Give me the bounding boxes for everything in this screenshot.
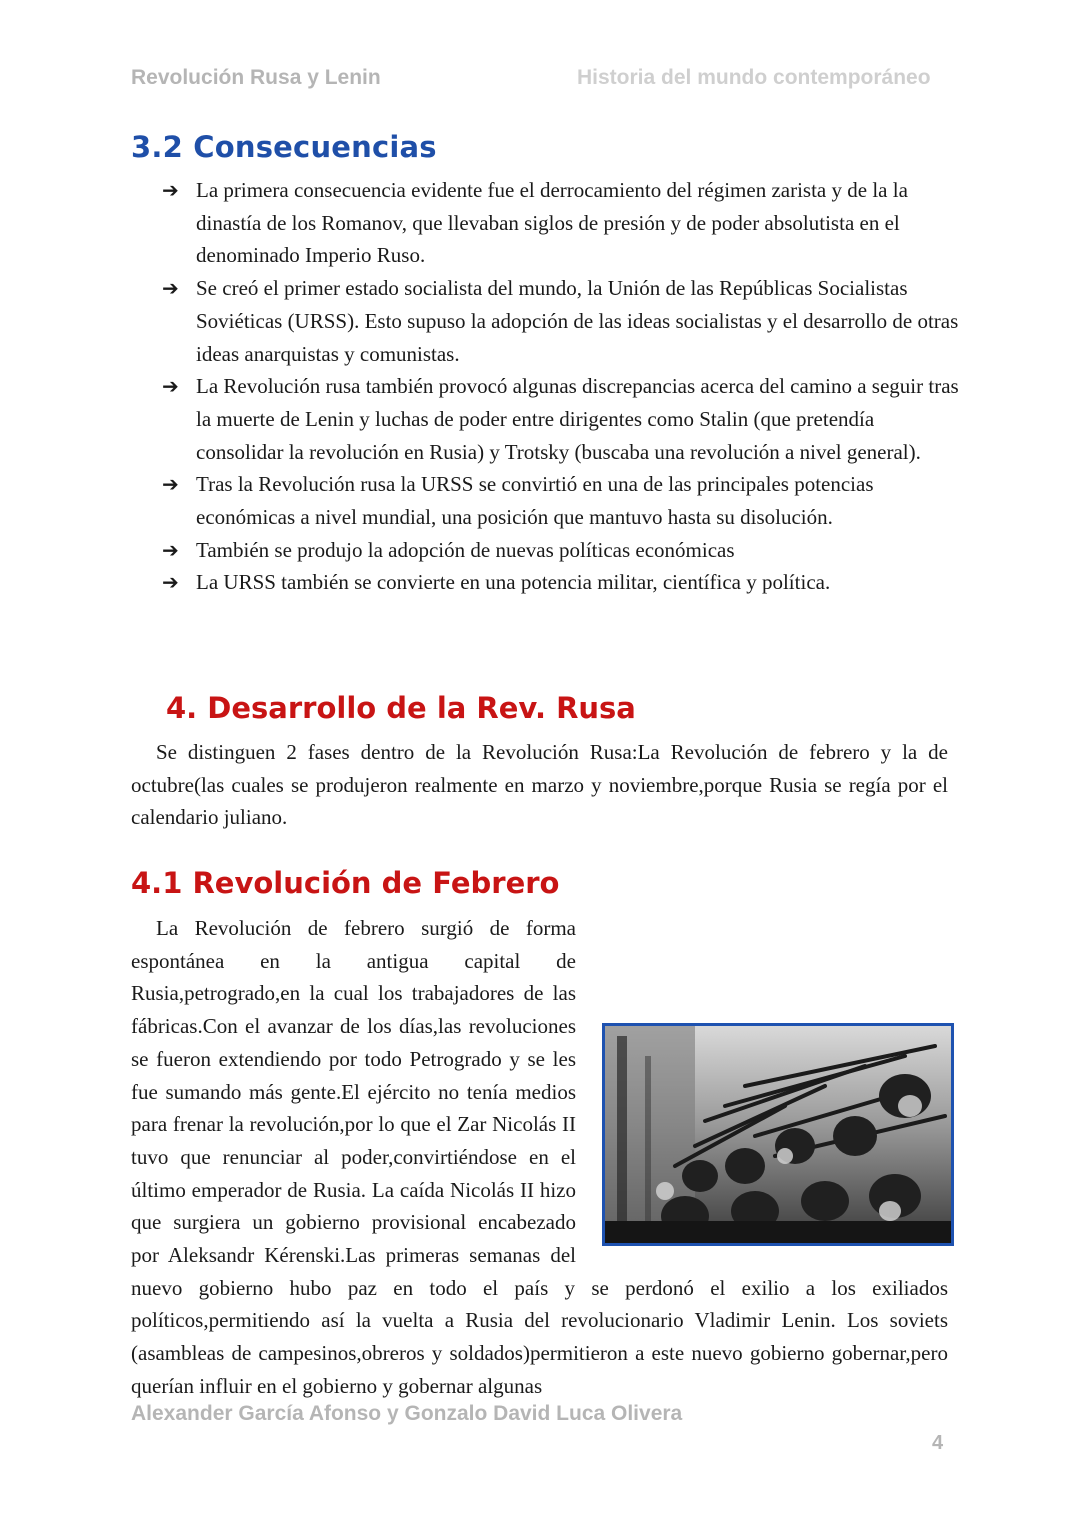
section-3-2-heading: 3.2 Consecuencias [131, 130, 437, 164]
running-header-subject: Historia del mundo contemporáneo [577, 66, 931, 89]
list-item-text: Tras la Revolución rusa la URSS se convirtió en una de las principales potencias económicas a nivel mundial, una posición que mantuvo hasta su disolución. [196, 472, 874, 530]
section-4-1-text: La Revolución de febrero surgió de forma espontánea en la antigua capital de Rusia,petrogrado,en la cual los trabajadores de las fábricas.Con el avanzar de los días,las revoluciones se fueron extendiendo por todo Petrogrado y se les fue sumando más gente.El ejército no tenía medios para frenar la revolución,por lo que el Zar Nicolás II tuvo que renunciar al poder,convirtiéndose en el último emperador de Rusia. La caída Nicolás II hizo que surgiera un gobierno provisional encabezado por Aleksandr Kérenski.Las primeras semanas del nuevo gobierno hubo paz en todo el país y se perdonó el exilio a los exiliados políticos,permitiendo así la vuelta a Rusia del revolucionario Vladimir Lenin. Los soviets (asambleas de campesinos,obreros y soldados)permitieron a este nuevo gobierno gobernar,pero querían influir en el gobierno y gobernar algunas [131, 916, 948, 1398]
soldiers-with-rifles-image [605, 1026, 951, 1243]
page-number: 4 [932, 1432, 944, 1454]
consequences-list [160, 174, 960, 599]
list-item [160, 174, 960, 272]
arrow-right-icon: ➔ [162, 570, 179, 595]
arrow-right-icon: ➔ [162, 178, 179, 202]
list-item [160, 272, 960, 370]
list-item-text: La primera consecuencia evidente fue el derrocamiento del régimen zarista y de la la dinastía de los Romanov, que llevaban siglos de presión y de poder absolutista en el denominado Imperio Ruso. [196, 178, 908, 268]
footer-authors: Alexander García Afonso y Gonzalo David Luca Olivera [131, 1402, 683, 1425]
list-item-text: La Revolución rusa también provocó algunas discrepancias acerca del camino a seguir tras la muerte de Lenin y luchas de poder entre dirigentes como Stalin (que pretendía consolidar la revolución en Rusia) y Trotsky (buscaba una revolución a nivel general). [196, 374, 959, 464]
arrow-right-icon: ➔ [162, 472, 179, 497]
section-4-heading: 4. Desarrollo de la Rev. Rusa [166, 691, 636, 725]
arrow-right-icon: ➔ [162, 374, 179, 399]
section-4-paragraph: Se distinguen 2 fases dentro de la Revolución Rusa:La Revolución de febrero y la de octubre(las cuales se produjeron realmente en marzo y noviembre,porque Rusia se regía por el calendario juliano. [131, 740, 948, 830]
running-header-title: Revolución Rusa y Lenin [131, 66, 381, 89]
list-item-text: También se produjo la adopción de nuevas políticas económicas [196, 537, 735, 562]
list-item [160, 370, 960, 468]
arrow-right-icon: ➔ [162, 276, 179, 301]
section-4-1-heading: 4.1 Revolución de Febrero [131, 866, 560, 900]
list-item-text: La URSS también se convierte en una potencia militar, científica y política. [196, 570, 831, 595]
list-item [160, 468, 960, 533]
arrow-right-icon: ➔ [162, 537, 179, 562]
list-item-text: Se creó el primer estado socialista del mundo, la Unión de las Repúblicas Socialistas Soviéticas (URSS). Esto supuso la adopción de las ideas socialistas y el desarrollo de otras ideas anarquistas y comunistas. [196, 276, 959, 366]
list-item [160, 534, 960, 567]
list-item [160, 566, 960, 599]
revolution-soldiers-photo [602, 1023, 954, 1246]
